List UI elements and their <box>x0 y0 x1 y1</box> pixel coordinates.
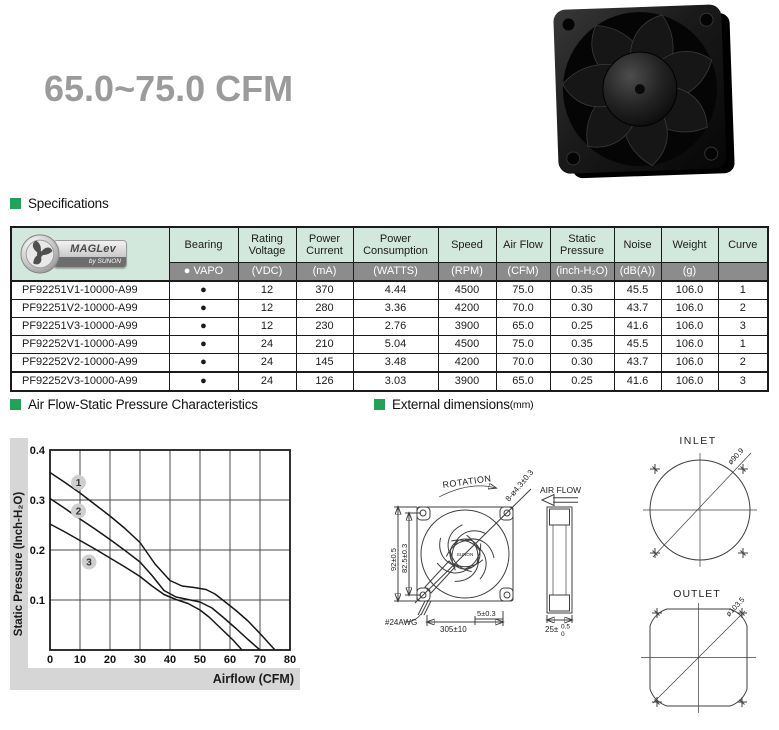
green-bullet-icon <box>10 399 21 410</box>
section-specifications <box>10 196 109 211</box>
page-title: 65.0~75.0 CFM <box>44 68 294 109</box>
side-view <box>547 507 572 613</box>
green-bullet-icon <box>374 399 385 410</box>
spec-table-body <box>11 281 768 391</box>
col-header-current: Power Current <box>296 227 353 263</box>
maglev-byline-text: by SUNON <box>54 257 126 267</box>
cell-speed: 4500 <box>438 336 496 354</box>
inner-dim-label: 82.5±0.3 <box>400 543 409 573</box>
cell-current: 230 <box>296 318 353 336</box>
col-unit-current: (mA) <box>296 263 353 282</box>
x-tick-label: 50 <box>193 654 207 666</box>
maglev-wordmark <box>53 240 127 268</box>
depth-tol-upper: 0.5 <box>561 623 571 631</box>
col-header-noise: Noise <box>614 227 661 263</box>
wire-gauge-label: #24AWG <box>385 618 418 627</box>
section-specifications-label: Specifications <box>28 196 109 211</box>
cell-noise: 41.6 <box>614 372 661 391</box>
outlet-diameter-label: ø103.5 <box>723 595 747 619</box>
cell-bearing: ● <box>169 300 238 318</box>
col-header-pressure: Static Pressure <box>550 227 614 263</box>
curve-label-number: 2 <box>75 506 82 518</box>
outlet-title: OUTLET <box>673 588 721 600</box>
cell-model: PF92252V3-10000-A99 <box>11 372 169 391</box>
cell-weight: 106.0 <box>661 318 718 336</box>
hole-center-mark <box>652 608 662 618</box>
col-unit-bearing: ● VAPO <box>169 263 238 282</box>
col-unit-speed: (RPM) <box>438 263 496 282</box>
col-header-airflow: Air Flow <box>496 227 550 263</box>
cell-bearing: ● <box>169 372 238 391</box>
maglev-logo-cell <box>11 227 169 281</box>
cell-curve: 3 <box>718 318 768 336</box>
x-tick-label: 0 <box>46 654 54 666</box>
cell-pressure: 0.35 <box>550 281 614 300</box>
performance-chart <box>10 438 300 690</box>
cell-voltage: 12 <box>238 300 296 318</box>
cell-model: PF92251V1-10000-A99 <box>11 281 169 300</box>
cell-curve: 1 <box>718 281 768 300</box>
table-row <box>11 372 768 391</box>
section-airflow-label: Air Flow-Static Pressure Characteristics <box>28 397 258 412</box>
y-axis-title: Static Pressure (Inch-H₂O) <box>13 491 25 637</box>
depth-dim-label: 25± <box>545 625 559 634</box>
table-row <box>11 300 768 318</box>
chart-plot <box>10 438 300 690</box>
x-tick-label: 20 <box>103 654 117 666</box>
cell-speed: 4200 <box>438 354 496 373</box>
cell-pressure: 0.35 <box>550 336 614 354</box>
cell-watts: 2.76 <box>353 318 438 336</box>
cell-airflow: 75.0 <box>496 336 550 354</box>
airflow-arrow-icon <box>542 495 578 506</box>
hole-center-mark <box>650 548 660 558</box>
cell-voltage: 12 <box>238 281 296 300</box>
cell-voltage: 24 <box>238 336 296 354</box>
hole-center-mark <box>652 697 662 707</box>
y-tick-label: 0.3 <box>29 495 45 507</box>
cell-model: PF92252V1-10000-A99 <box>11 336 169 354</box>
cell-model: PF92251V3-10000-A99 <box>11 318 169 336</box>
cell-airflow: 70.0 <box>496 300 550 318</box>
cell-model: PF92251V2-10000-A99 <box>11 300 169 318</box>
green-bullet-icon <box>10 198 21 209</box>
cell-bearing: ● <box>169 318 238 336</box>
hole-center-mark <box>738 548 748 558</box>
x-tick-label: 10 <box>73 654 87 666</box>
cell-weight: 106.0 <box>661 281 718 300</box>
col-unit-airflow: (CFM) <box>496 263 550 282</box>
cell-airflow: 65.0 <box>496 372 550 391</box>
cell-voltage: 12 <box>238 318 296 336</box>
maglev-brand-text: MAGLev <box>54 241 126 256</box>
cell-speed: 4500 <box>438 281 496 300</box>
cell-speed: 3900 <box>438 372 496 391</box>
hole-center-mark <box>737 697 747 707</box>
cell-noise: 43.7 <box>614 300 661 318</box>
outlet-view <box>641 588 756 713</box>
maglev-badge-icon <box>19 233 61 275</box>
col-unit-weight: (g) <box>661 263 718 282</box>
cell-bearing: ● <box>169 281 238 300</box>
x-tick-label: 60 <box>223 654 237 666</box>
cell-noise: 45.5 <box>614 281 661 300</box>
x-tick-label: 30 <box>133 654 147 666</box>
cell-weight: 106.0 <box>661 336 718 354</box>
inlet-view <box>643 435 757 567</box>
cell-airflow: 75.0 <box>496 281 550 300</box>
col-header-consumption: Power Consumption <box>353 227 438 263</box>
cell-watts: 3.03 <box>353 372 438 391</box>
cell-current: 145 <box>296 354 353 373</box>
cell-airflow: 70.0 <box>496 354 550 373</box>
col-unit-consumption: (WATTS) <box>353 263 438 282</box>
cell-bearing: ● <box>169 336 238 354</box>
y-tick-label: 0.2 <box>29 545 45 557</box>
section-airflow-chart <box>10 397 258 412</box>
x-tick-label: 40 <box>163 654 177 666</box>
airflow-direction-label: AIR FLOW <box>540 485 582 495</box>
cell-pressure: 0.30 <box>550 300 614 318</box>
col-header-curve: Curve <box>718 227 768 263</box>
cell-pressure: 0.25 <box>550 318 614 336</box>
y-tick-label: 0.4 <box>29 445 45 457</box>
table-row <box>11 336 768 354</box>
maglev-logo <box>13 233 168 275</box>
section-dimensions <box>374 397 533 412</box>
cell-bearing: ● <box>169 354 238 373</box>
table-row <box>11 281 768 300</box>
dimension-drawings <box>385 425 779 725</box>
x-tick-label: 70 <box>253 654 267 666</box>
spec-table <box>10 226 769 392</box>
rotation-label: ROTATION <box>441 473 492 490</box>
inlet-title: INLET <box>679 435 717 447</box>
mounting-hole-marks <box>650 464 748 707</box>
x-axis-title: Airflow (CFM) <box>212 672 294 686</box>
cell-speed: 3900 <box>438 318 496 336</box>
cell-speed: 4200 <box>438 300 496 318</box>
cell-noise: 43.7 <box>614 354 661 373</box>
table-row <box>11 354 768 373</box>
table-row <box>11 318 768 336</box>
col-unit-pressure: (inch-H₂O) <box>550 263 614 282</box>
depth-dimension <box>547 615 572 623</box>
col-header-speed: Speed <box>438 227 496 263</box>
cell-pressure: 0.25 <box>550 372 614 391</box>
wire-length-label: 305±10 <box>440 625 467 634</box>
section-dimensions-label: External dimensions <box>392 397 510 412</box>
cell-curve: 2 <box>718 354 768 373</box>
col-header-voltage: Rating Voltage <box>238 227 296 263</box>
fan-product-photo <box>548 2 740 184</box>
mounting-holes-label: 8-ø4.3±0.3 <box>503 467 536 504</box>
section-dimensions-unit: (mm) <box>509 398 534 411</box>
cell-noise: 41.6 <box>614 318 661 336</box>
col-unit-noise: (dB(A)) <box>614 263 661 282</box>
inlet-diameter-label: ø90.9 <box>725 446 746 467</box>
col-header-weight: Weight <box>661 227 718 263</box>
tab-dim-label: 5±0.3 <box>477 609 496 618</box>
cell-model: PF92252V2-10000-A99 <box>11 354 169 373</box>
cell-weight: 106.0 <box>661 372 718 391</box>
fan-photo-group <box>553 4 735 179</box>
curve-label-number: 3 <box>86 557 92 569</box>
hub-brand-text: SUNON <box>456 552 474 557</box>
cell-current: 126 <box>296 372 353 391</box>
cell-curve: 1 <box>718 336 768 354</box>
cell-current: 280 <box>296 300 353 318</box>
front-view <box>415 489 531 603</box>
cell-watts: 3.48 <box>353 354 438 373</box>
curve-label-number: 1 <box>75 478 82 489</box>
rotation-annotation <box>439 473 496 497</box>
cell-noise: 45.5 <box>614 336 661 354</box>
cell-weight: 106.0 <box>661 354 718 373</box>
cell-watts: 4.44 <box>353 281 438 300</box>
outer-dim-label: 92±0.5 <box>389 548 398 571</box>
cell-airflow: 65.0 <box>496 318 550 336</box>
x-tick-label: 80 <box>283 654 297 666</box>
col-header-bearing: Bearing <box>169 227 238 263</box>
cell-voltage: 24 <box>238 372 296 391</box>
col-unit-voltage: (VDC) <box>238 263 296 282</box>
cell-watts: 5.04 <box>353 336 438 354</box>
y-tick-label: 0.1 <box>29 595 45 607</box>
cell-current: 370 <box>296 281 353 300</box>
cell-curve: 2 <box>718 300 768 318</box>
cell-current: 210 <box>296 336 353 354</box>
cell-pressure: 0.30 <box>550 354 614 373</box>
cell-watts: 3.36 <box>353 300 438 318</box>
cell-weight: 106.0 <box>661 300 718 318</box>
cell-curve: 3 <box>718 372 768 391</box>
cell-voltage: 24 <box>238 354 296 373</box>
hole-center-mark <box>650 464 660 474</box>
depth-tol-lower: 0 <box>561 631 565 638</box>
col-unit-curve <box>718 263 768 282</box>
